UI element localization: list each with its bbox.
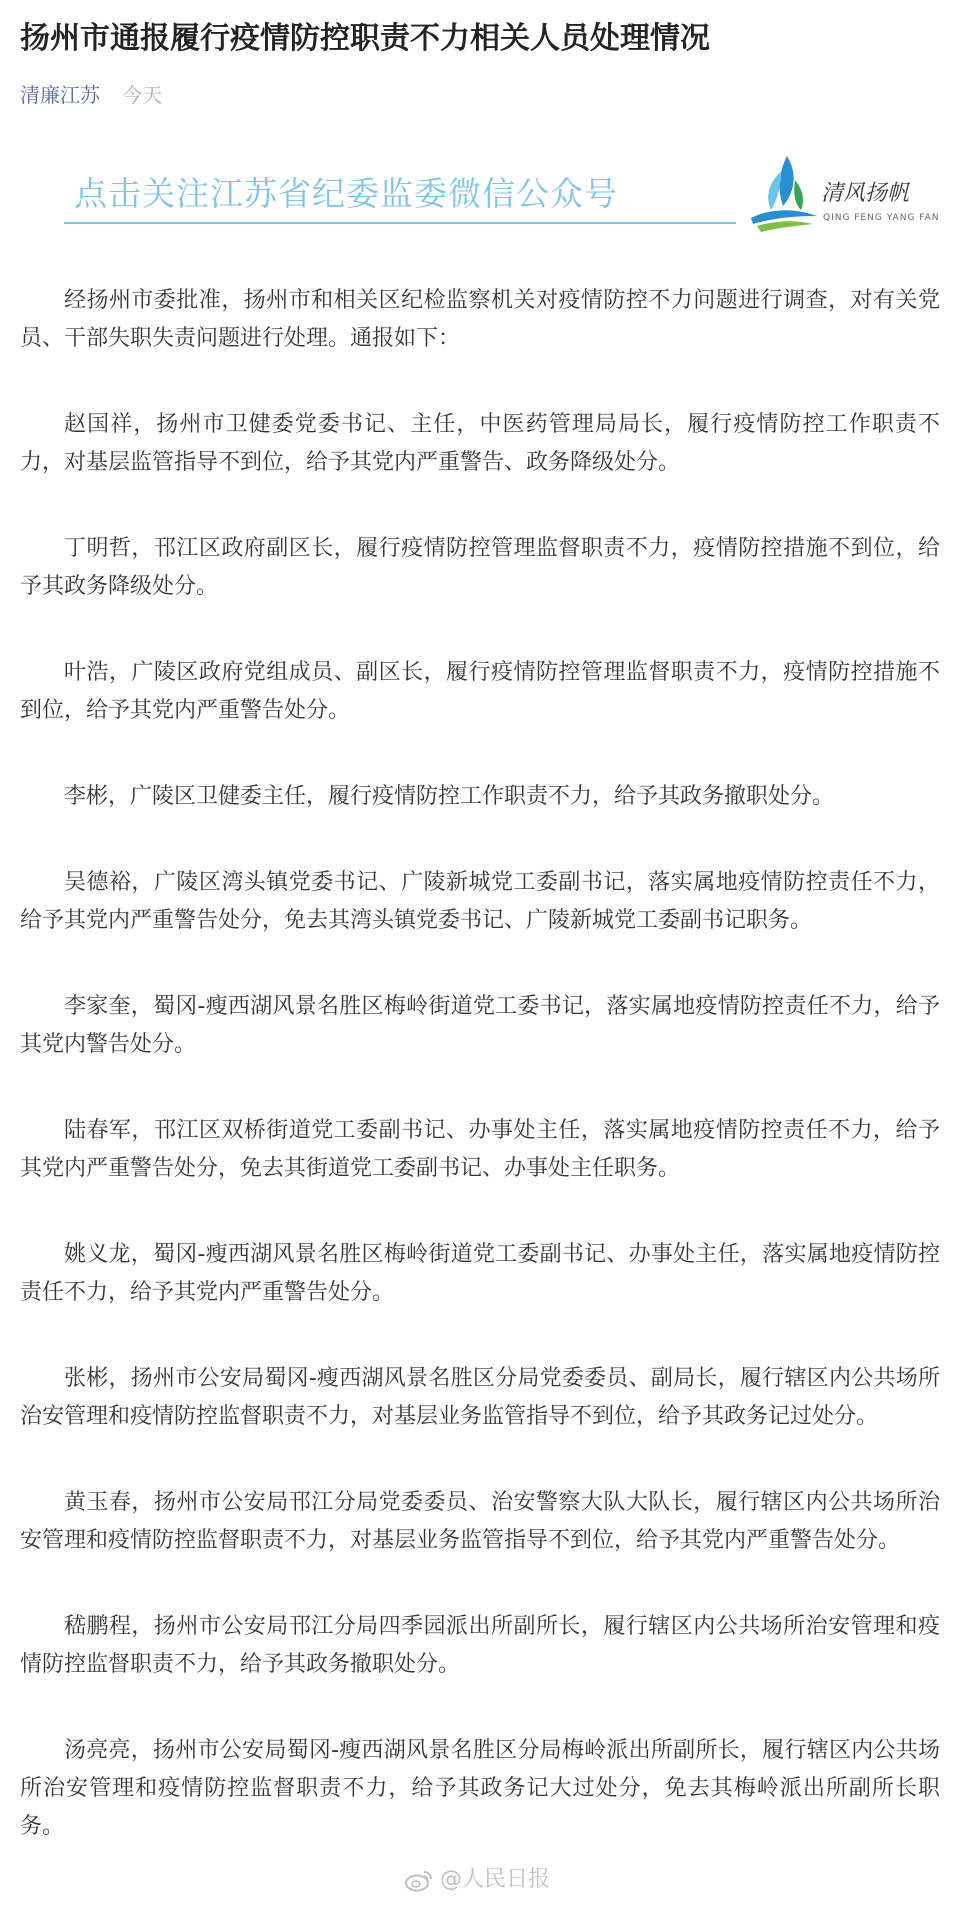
weibo-icon xyxy=(404,1868,434,1892)
paragraph: 陆春军，邗江区双桥街道党工委副书记、办事处主任，落实属地疫情防控责任不力，给予其党内严重警告处分，免去其街道党工委副书记、办事处主任职务。 xyxy=(20,1118,940,1181)
banner-underline xyxy=(64,222,736,224)
follow-banner[interactable] xyxy=(60,150,940,240)
paragraph: 经扬州市委批准，扬州市和相关区纪检监察机关对疫情防控不力问题进行调查，对有关党员、干部失职失责问题进行处理。通报如下： xyxy=(20,288,940,351)
logo-name: 清风扬帆 xyxy=(821,181,910,206)
watermark-text: @人民日报 xyxy=(440,1867,551,1892)
logo-pinyin: QING FENG YANG FAN xyxy=(823,213,940,223)
paragraph: 汤亮亮，扬州市公安局蜀冈-瘦西湖风景名胜区分局梅岭派出所副所长，履行辖区内公共场所治安管理和疫情防控监督职责不力，给予其政务记大过处分，免去其梅岭派出所副所长职务。 xyxy=(20,1738,940,1839)
paragraph: 姚义龙，蜀冈-瘦西湖风景名胜区梅岭街道党工委副书记、办事处主任，落实属地疫情防控责任不力，给予其党内严重警告处分。 xyxy=(20,1242,940,1305)
article-meta xyxy=(20,82,162,108)
publish-date: 今天 xyxy=(122,83,163,107)
paragraph: 黄玉春，扬州市公安局邗江分局党委委员、治安警察大队大队长，履行辖区内公共场所治安管理和疫情防控监督职责不力，对基层业务监管指导不到位，给予其党内严重警告处分。 xyxy=(20,1490,940,1553)
paragraph: 吴德裕，广陵区湾头镇党委书记、广陵新城党工委副书记，落实属地疫情防控责任不力，给予其党内严重警告处分，免去其湾头镇党委书记、广陵新城党工委副书记职务。 xyxy=(20,870,940,933)
sail-logo-icon xyxy=(743,150,821,234)
paragraph: 丁明哲，邗江区政府副区长，履行疫情防控管理监督职责不力，疫情防控措施不到位，给予其政务降级处分。 xyxy=(20,536,940,599)
account-link[interactable]: 清廉江苏 xyxy=(20,83,100,107)
paragraph: 李家奎，蜀冈-瘦西湖风景名胜区梅岭街道党工委书记，落实属地疫情防控责任不力，给予其党内警告处分。 xyxy=(20,994,940,1057)
paragraph: 嵇鹏程，扬州市公安局邗江分局四季园派出所副所长，履行辖区内公共场所治安管理和疫情防控监督职责不力，给予其政务撤职处分。 xyxy=(20,1614,940,1677)
paragraph: 张彬，扬州市公安局蜀冈-瘦西湖风景名胜区分局党委委员、副局长，履行辖区内公共场所治安管理和疫情防控监督职责不力，对基层业务监管指导不到位，给予其政务记过处分。 xyxy=(20,1366,940,1429)
paragraph: 赵国祥，扬州市卫健委党委书记、主任，中医药管理局局长，履行疫情防控工作职责不力，对基层监管指导不到位，给予其党内严重警告、政务降级处分。 xyxy=(20,412,940,475)
paragraph: 李彬，广陵区卫健委主任，履行疫情防控工作职责不力，给予其政务撤职处分。 xyxy=(64,784,835,809)
banner-text: 点击关注江苏省纪委监委微信公众号 xyxy=(74,174,618,213)
brand-logo xyxy=(743,150,940,240)
paragraph: 叶浩，广陵区政府党组成员、副区长，履行疫情防控管理监督职责不力，疫情防控措施不到位，给予其党内严重警告处分。 xyxy=(20,660,940,723)
article-title: 扬州市通报履行疫情防控职责不力相关人员处理情况 xyxy=(20,21,710,56)
watermark xyxy=(404,1864,550,1896)
article-body xyxy=(20,282,940,1894)
